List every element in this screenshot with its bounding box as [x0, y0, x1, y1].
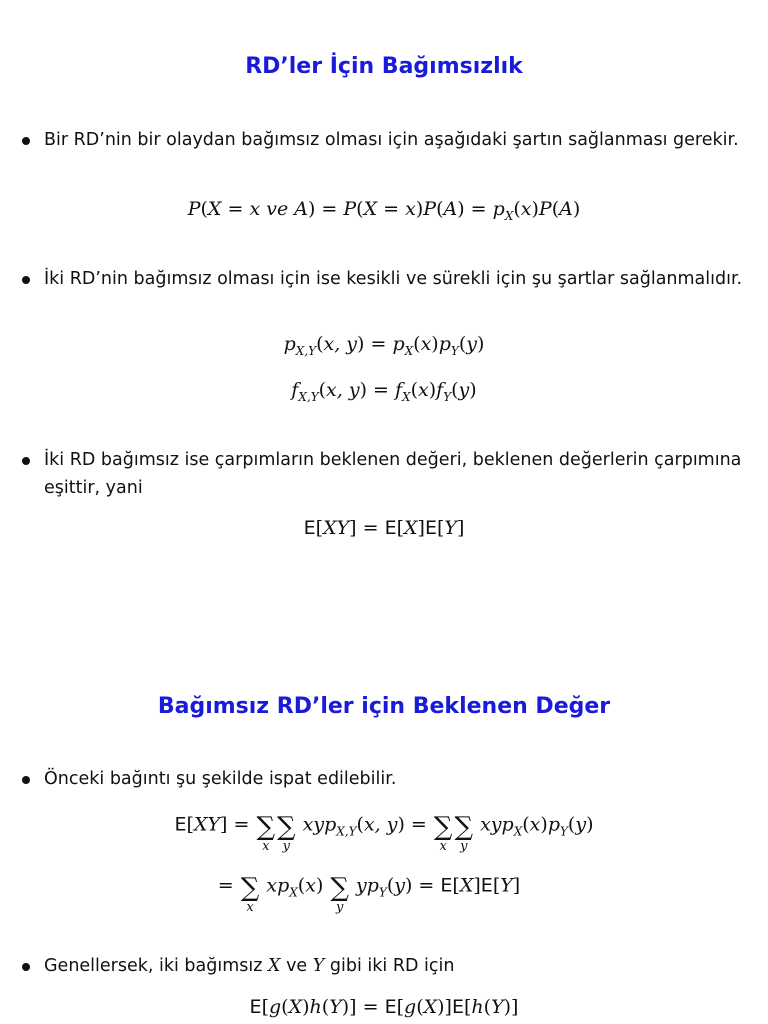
equation-discrete-independence: $p_{X,Y}(x$, $y) = p_X(x)p_Y(y)$: [283, 333, 485, 358]
bullet-5-text-mid: ve: [286, 956, 308, 976]
variable-y: Y: [312, 956, 325, 976]
bullet-1: [22, 126, 752, 154]
bullet-5-text-pre: Genellersek, iki bağımsız: [44, 956, 263, 976]
equation-function-expectation: E[g(X)h(Y)] = E[g(X)]E[h(Y)]: [249, 996, 519, 1018]
sum-symbol: ∑ y: [277, 812, 296, 854]
equation-proof-line-1: E[XY] = ∑ x ∑ y xyp$_{X,Y}$(x, y) = ∑ x ∑ y $xyp_X(x)p_Y(y)$: [174, 812, 594, 854]
section1-title: RD’ler İçin Bağımsızlık: [245, 54, 523, 79]
equation-proof-line-2: = ∑ x $xp_X(x)$ ∑ y $yp_Y(y) = E[X]E[Y]$: [217, 873, 521, 915]
sum-symbol: ∑ x: [240, 873, 260, 915]
sum-symbol: ∑ x: [256, 812, 276, 854]
equation-continuous-independence: $f_{X,Y}(x$, $y) = f_X(x)f_Y(y)$: [291, 379, 477, 404]
equation-event-independence: P(X = x ve $A) = P(X = x)P(A) = p_X(x)P(A)$: [187, 198, 581, 223]
bullet-3: [22, 446, 752, 502]
bullet-dot: [22, 457, 30, 465]
bullet-2: [22, 265, 752, 293]
bullet-5-text: [44, 952, 752, 980]
sum-symbol: ∑ y: [454, 812, 474, 854]
variable-x: X: [268, 956, 281, 976]
bullet-2-text: İki RD’nin bağımsız olması için ise kesikli ve sürekli için şu şartlar sağlanmalıdır.: [44, 269, 743, 289]
bullet-dot: [22, 776, 30, 784]
bullet-dot: [22, 276, 30, 284]
section2-title: Bağımsız RD’ler için Beklenen Değer: [157, 694, 611, 719]
bullet-4: [22, 765, 752, 793]
bullet-4-text: Önceki bağıntı şu şekilde ispat edilebilir.: [44, 769, 397, 789]
equation-expectation-product: E[XY] = E[X]E[Y]: [303, 517, 465, 539]
sum-symbol: ∑ x: [433, 812, 453, 854]
bullet-dot: [22, 963, 30, 971]
bullet-5-text-post: gibi iki RD için: [329, 956, 455, 976]
bullet-3-text: İki RD bağımsız ise çarpımların beklenen değeri, beklenen değerlerin çarpımına eşittir, yani: [44, 450, 742, 498]
sum-symbol: ∑ y: [330, 873, 349, 915]
bullet-5: [22, 952, 752, 980]
bullet-1-text: Bir RD’nin bir olaydan bağımsız olması için aşağıdaki şartın sağlanması gerekir.: [44, 130, 739, 150]
bullet-dot: [22, 137, 30, 145]
